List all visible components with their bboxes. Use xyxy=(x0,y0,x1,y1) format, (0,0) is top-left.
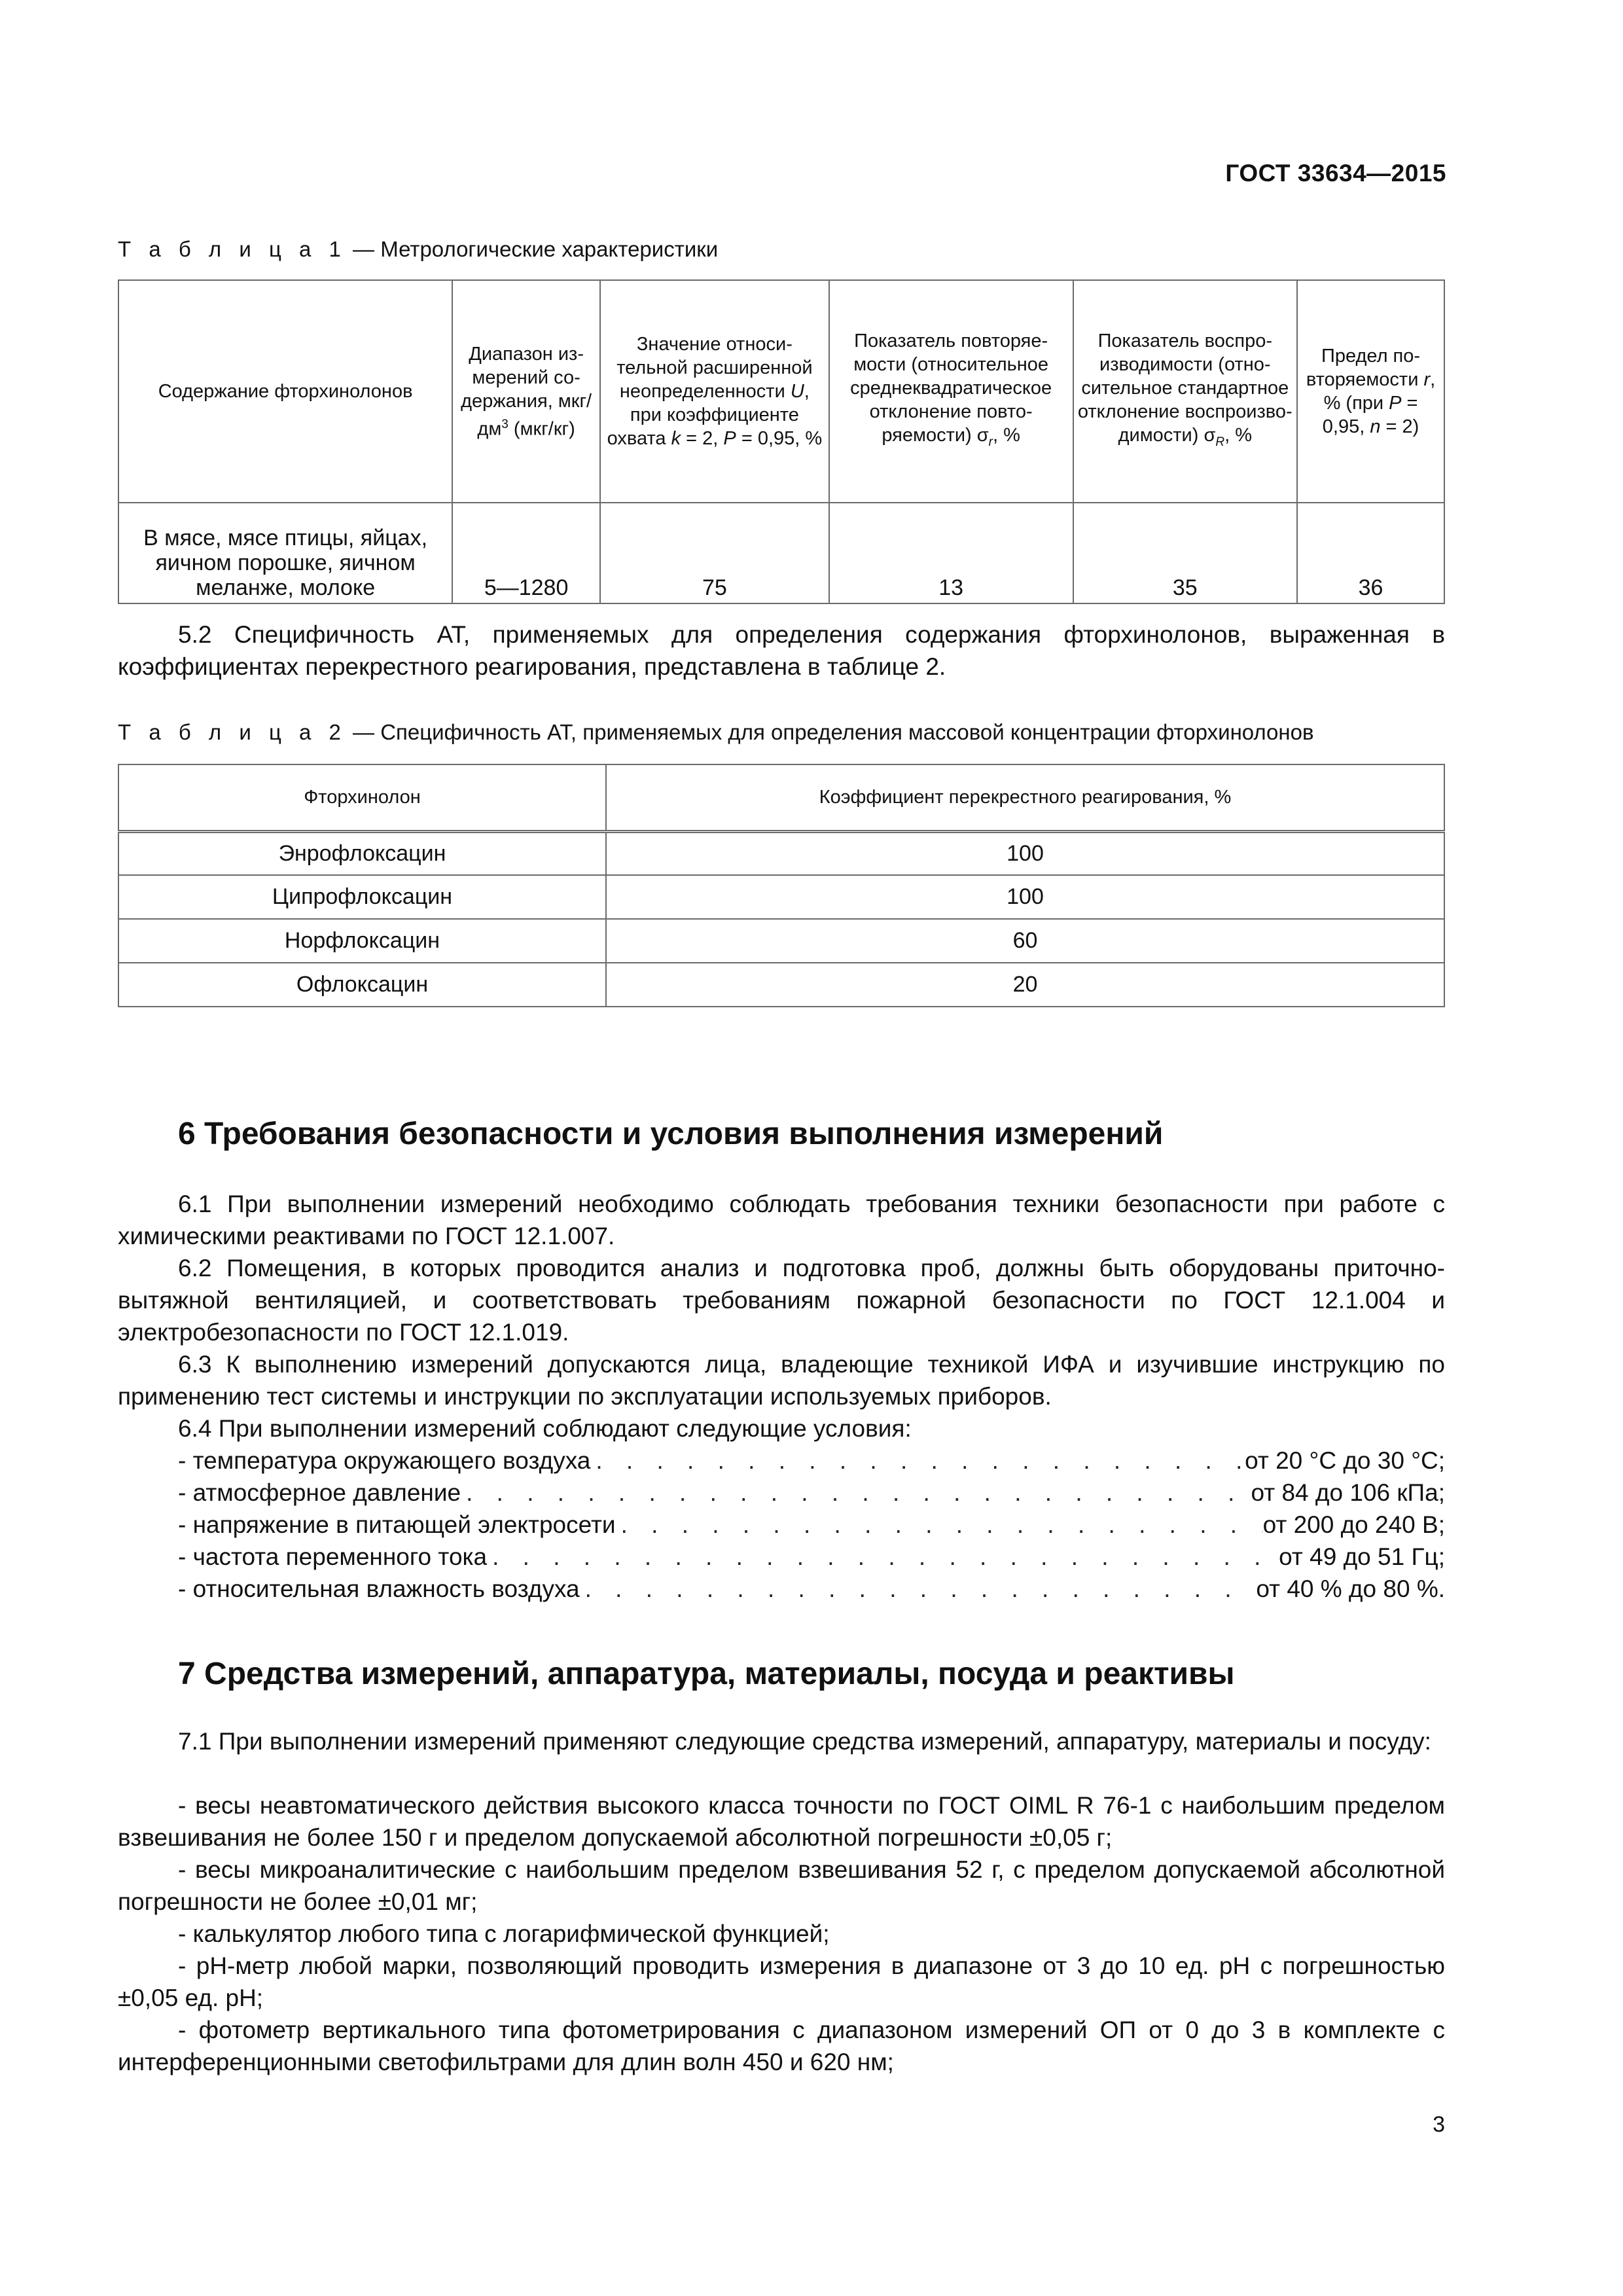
header-repro-sub: R xyxy=(1215,435,1225,449)
paragraph-6-3: 6.3 К выполнению измерений допускаются лица, владеющие техникой ИФА и изучившие инструкцию по применению тест системы и инструкции по эксплуатации используемых приборов. xyxy=(118,1351,1445,1410)
table2-value-cell: 20 xyxy=(606,963,1444,1007)
condition-value: от 20 °С до 30 °С; xyxy=(1245,1447,1445,1474)
header-range-sup: 3 xyxy=(501,417,508,431)
condition-value: от 84 до 106 кПа; xyxy=(1251,1479,1445,1506)
header-limit-p: P xyxy=(1389,393,1402,414)
table-row xyxy=(118,503,1444,603)
header-unc-text: Значение относительной расширенной неопределенности xyxy=(616,334,813,402)
section-6-title: 6 Требования безопасности и условия выполнения измерений xyxy=(178,1117,1164,1151)
table2-caption-prefix: Т а б л и ц а 2 xyxy=(118,720,347,744)
list-item: - pH-метр любой марки, позволяющий проводить измерения в диапазоне от 3 до 10 ед. pH с погрешностью ±0,05 ед. pH; xyxy=(118,1952,1445,2011)
table1-header-range xyxy=(452,280,600,503)
header-repro-unit: , % xyxy=(1224,424,1252,446)
header-unc-text2: , при коэффициенте охвата xyxy=(607,381,810,449)
header-repro-text: Показатель воспроизводимости (относительное стандартное отклонение воспроизводимости) σ xyxy=(1077,330,1293,446)
table1-caption xyxy=(118,237,718,262)
condition-temperature xyxy=(178,1444,1445,1477)
header-range-text: Диапазон измерений содержания, мкг/дм xyxy=(461,343,592,440)
document-id: ГОСТ 33634—2015 xyxy=(1225,160,1446,187)
header-rep-sub: r xyxy=(988,435,993,449)
table1-reproducibility-cell: 35 xyxy=(1073,503,1298,603)
condition-voltage xyxy=(178,1509,1445,1541)
page-number: 3 xyxy=(1433,2112,1445,2137)
table-row xyxy=(118,831,1444,875)
table1-caption-title: — Метрологические характеристики xyxy=(346,237,719,261)
condition-value: от 40 % до 80 %. xyxy=(1256,1575,1445,1602)
table2-value-cell: 100 xyxy=(606,875,1444,919)
list-item: - калькулятор любого типа с логарифмической функцией; xyxy=(178,1920,830,1947)
table2-name-cell: Норфлоксацин xyxy=(118,919,606,963)
paragraph-5-2: 5.2 Специфичность АТ, применяемых для определения содержания фторхинолонов, выраженная в коэффициентах перекрестного реагирования, представлена в таблице 2. xyxy=(118,621,1445,680)
table2-header-coefficient: Коэффициент перекрестного реагирования, % xyxy=(606,764,1444,831)
metrological-characteristics-table xyxy=(118,279,1445,604)
table1-range-cell: 5—1280 xyxy=(452,503,600,603)
table1-header-uncertainty xyxy=(600,280,829,503)
condition-label: - температура окружающего воздуха xyxy=(178,1447,591,1474)
header-limit-text2: , % (при xyxy=(1323,369,1436,414)
table2-name-cell: Энрофлоксацин xyxy=(118,831,606,875)
table2-name-cell: Офлоксацин xyxy=(118,963,606,1007)
dot-leader xyxy=(616,1509,1263,1541)
header-rep-text: Показатель повторяемости (относительное среднеквадратическое отклонение повторяемости) σ xyxy=(850,330,1052,446)
header-unc-p: P xyxy=(723,428,736,449)
table2-caption xyxy=(118,720,1314,745)
list-item: - фотометр вертикального типа фотометрирования с диапазоном измерений ОП от 0 до 3 в комплекте с интерференционными светофильтрами для длин волн 450 и 620 нм; xyxy=(118,2017,1445,2075)
header-unc-text4: = 0,95, % xyxy=(736,428,823,449)
specificity-table xyxy=(118,764,1445,1007)
table-row xyxy=(118,875,1444,919)
table1-header-reproducibility xyxy=(1073,280,1298,503)
header-limit-text3: = 0,95, xyxy=(1322,393,1418,437)
table1-repeatability-cell: 13 xyxy=(829,503,1073,603)
paragraph-6-4: 6.4 При выполнении измерений соблюдают следующие условия: xyxy=(178,1415,912,1442)
header-unc-u: U xyxy=(790,381,804,402)
dot-leader xyxy=(487,1541,1279,1573)
list-item: - весы микроаналитические с наибольшим пределом взвешивания 52 г, с пределом допускаемой абсолютной погрешности не более ±0,01 мг; xyxy=(118,1856,1445,1915)
condition-label: - частота переменного тока xyxy=(178,1543,488,1570)
condition-label: - атмосферное давление xyxy=(178,1479,461,1506)
list-item: - весы неавтоматического действия высокого класса точности по ГОСТ OIML R 76-1 с наибольшим пределом взвешивания не более 150 г и пределом допускаемой абсолютной погрешности ±0,05 г; xyxy=(118,1792,1445,1851)
dot-leader xyxy=(461,1477,1251,1509)
table2-caption-title: — Специфичность АТ, применяемых для определения массовой концентрации фторхинолонов xyxy=(346,720,1314,744)
condition-humidity xyxy=(178,1573,1445,1605)
header-limit-text4: = 2) xyxy=(1380,416,1419,437)
header-limit-r: r xyxy=(1423,369,1431,390)
table1-product-cell: В мясе, мясе птицы, яйцах, яичном порошке, яичном меланже, молоке xyxy=(118,503,452,603)
table2-header-row xyxy=(118,764,1444,831)
paragraph-6-1: 6.1 При выполнении измерений необходимо соблюдать требования техники безопасности при работе с химическими реактивами по ГОСТ 12.1.007. xyxy=(118,1191,1445,1249)
header-unc-k: k xyxy=(671,428,681,449)
condition-value: от 49 до 51 Гц; xyxy=(1279,1543,1445,1570)
table2-value-cell: 60 xyxy=(606,919,1444,963)
condition-frequency xyxy=(178,1541,1445,1573)
table1-uncertainty-cell: 75 xyxy=(600,503,829,603)
table1-header-limit xyxy=(1297,280,1444,503)
paragraph-7-1: 7.1 При выполнении измерений применяют следующие средства измерений, аппаратуру, материалы и посуду: xyxy=(178,1728,1431,1755)
condition-label: - напряжение в питающей электросети xyxy=(178,1511,616,1538)
paragraph-6-2: 6.2 Помещения, в которых проводится анализ и подготовка проб, должны быть оборудованы приточно-вытяжной вентиляцией, и соответствовать требованиям пожарной безопасности по ГОСТ 12.1.004 и электробезопасности по ГОСТ 12.1.019. xyxy=(118,1255,1445,1346)
header-limit-text: Предел повторяемости xyxy=(1306,346,1424,390)
section-7-title: 7 Средства измерений, аппаратура, материалы, посуда и реактивы xyxy=(178,1657,1235,1691)
header-limit-n: n xyxy=(1370,416,1381,437)
table1-header-row xyxy=(118,280,1444,503)
condition-label: - относительная влажность воздуха xyxy=(178,1575,580,1602)
header-range-unit: (мкг/кг) xyxy=(508,418,575,440)
table1-limit-cell: 36 xyxy=(1297,503,1444,603)
table2-header-fluoroquinolone: Фторхинолон xyxy=(118,764,606,831)
table2-name-cell: Ципрофлоксацин xyxy=(118,875,606,919)
table2-value-cell: 100 xyxy=(606,831,1444,875)
table1-header-content: Содержание фторхинолонов xyxy=(118,280,452,503)
header-unc-text3: = 2, xyxy=(681,428,724,449)
condition-value: от 200 до 240 В; xyxy=(1262,1511,1445,1538)
table1-header-repeatability xyxy=(829,280,1073,503)
dot-leader xyxy=(590,1444,1245,1477)
table-row xyxy=(118,919,1444,963)
condition-pressure xyxy=(178,1477,1445,1509)
table-row xyxy=(118,963,1444,1007)
dot-leader xyxy=(580,1573,1257,1605)
table1-caption-prefix: Т а б л и ц а 1 xyxy=(118,237,347,261)
header-rep-unit: , % xyxy=(993,424,1020,446)
